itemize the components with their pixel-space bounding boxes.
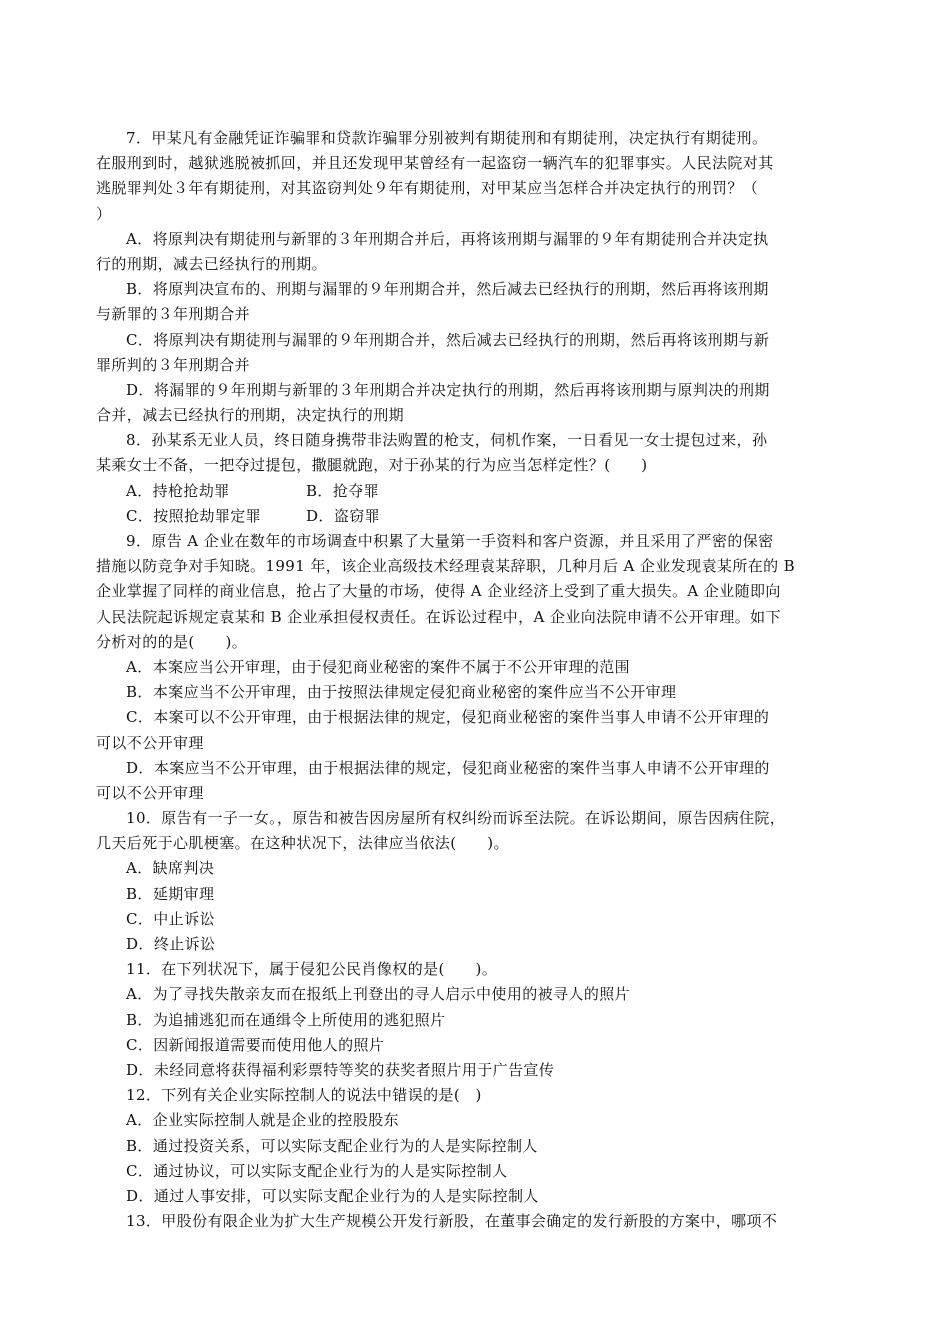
question-7-option-d: D．将漏罪的９年刑期与新罪的３年刑期合并决定执行的刑期，然后再将该刑期与原判决的刑期	[126, 380, 770, 399]
question-13	[96, 1209, 836, 1234]
question-10	[96, 806, 836, 957]
question-7-stem-line: 在服刑到时，越狱逃脱被抓回，并且还发现甲某曾经有一起盗窃一辆汽车的犯罪事实。人民法院对其	[96, 154, 774, 173]
question-12-option-c: C．通过协议，可以实际支配企业行为的人是实际控制人	[126, 1161, 508, 1180]
question-9-option-b: B．本案应当不公开审理，由于按照法律规定侵犯商业秘密的案件应当不公开审理	[126, 683, 677, 702]
question-8-stem-line: 某乘女士不备，一把夺过提包，撒腿就跑，对于孙某的行为应当怎样定性？( )	[96, 456, 648, 475]
question-7-stem-line: 逃脱罪判处３年有期徒刑，对其盗窃判处９年有期徒刑，对甲某应当怎样合并决定执行的刑罚？（	[96, 179, 759, 198]
question-10-option-c: C．中止诉讼	[126, 909, 215, 928]
question-13-stem: 13．甲股份有限企业为扩大生产规模公开发行新股，在董事会确定的发行新股的方案中，哪项不	[126, 1212, 778, 1231]
question-11-option-a: A．为了寻找失散亲友而在报纸上刊登出的寻人启示中使用的被寻人的照片	[126, 985, 631, 1004]
question-8-options-row	[96, 504, 836, 529]
question-9-option-d: D．本案应当不公开审理，由于根据法律的规定，侵犯商业秘密的案件当事人申请不公开审理的	[126, 758, 770, 777]
question-9-option-d-cont: 可以不公开审理	[96, 783, 204, 802]
question-12	[96, 1083, 836, 1209]
question-12-option-d: D．通过人事安排，可以实际支配企业行为的人是实际控制人	[126, 1186, 539, 1205]
question-9-stem-line: 措施以防竞争对手知晓。1991 年，该企业高级技术经理袁某辞职，几种月后 A 企业发现袁某所在的 B	[96, 557, 796, 576]
question-8-option-a: A．持枪抢劫罪	[126, 481, 230, 500]
question-7-option-b: B．将原判决宣布的、刑期与漏罪的９年刑期合并，然后减去已经执行的刑期，然后再将该刑期	[126, 280, 769, 299]
question-9	[96, 529, 836, 806]
question-7-option-b-cont: 与新罪的３年刑期合并	[96, 305, 251, 324]
question-7-option-d-cont: 合并，减去已经执行的刑期，决定执行的刑期	[96, 406, 405, 425]
question-9-stem-line: 9．原告 A 企业在数年的市场调查中积累了大量第一手资料和客户资源，并且采用了严密的保密	[126, 532, 774, 550]
question-11-option-b: B．为追捕逃犯而在通缉令上所使用的逃犯照片	[126, 1010, 446, 1029]
question-7-option-a-cont: 行的刑期，减去已经执行的刑期。	[96, 254, 328, 273]
question-8	[96, 428, 836, 529]
question-9-option-a: A．本案应当公开审理，由于侵犯商业秘密的案件不属于不公开审理的范围	[126, 657, 631, 676]
question-12-option-b: B．通过投资关系，可以实际支配企业行为的人是实际控制人	[126, 1136, 538, 1155]
question-9-stem-line: 人民法院起诉规定袁某和 B 企业承担侵权责任。在诉讼过程中，A 企业向法院申请不公开审理。如下	[96, 607, 781, 626]
question-9-stem-line: 分析对的的是( )。	[96, 632, 248, 651]
question-8-option-b: B．抢夺罪	[306, 481, 380, 500]
question-10-option-d: D．终止诉讼	[126, 935, 216, 953]
question-7-option-c: C．将原判决有期徒刑与漏罪的９年刑期合并，然后减去已经执行的刑期，然后再将该刑期与新	[126, 330, 770, 349]
question-9-option-c-cont: 可以不公开审理	[96, 733, 204, 752]
question-8-options-row	[96, 479, 836, 504]
question-10-stem-line: 几天后死于心肌梗塞。在这种状况下，法律应当依法( )。	[96, 834, 509, 853]
question-9-option-c: C．本案可以不公开审理，由于根据法律的规定，侵犯商业秘密的案件当事人申请不公开审理的	[126, 708, 770, 727]
question-7-option-a: A．将原判决有期徒刑与新罪的３年刑期合并后，再将该刑期与漏罪的９年有期徒刑合并决定执	[126, 229, 769, 248]
question-11	[96, 957, 836, 1083]
question-8-option-d: D．盗窃罪	[306, 506, 381, 525]
exam-questions	[96, 126, 836, 1234]
question-8-option-c: C．按照抢劫罪定罪	[126, 506, 262, 525]
question-11-option-d: D．未经同意将获得福利彩票特等奖的获奖者照片用于广告宣传	[126, 1060, 555, 1079]
question-7-stem-line: ）	[96, 204, 112, 223]
question-8-stem-line: 8．孙某系无业人员，终日随身携带非法购置的枪支，伺机作案，一日看见一女士提包过来，孙	[126, 431, 768, 450]
question-12-stem: 12．下列有关企业实际控制人的说法中错误的是( )	[126, 1086, 482, 1105]
question-7-option-c-cont: 罪所判的３年刑期合并	[96, 355, 251, 374]
question-12-option-a: A．企业实际控制人就是企业的控股股东	[126, 1111, 400, 1130]
question-11-stem: 11．在下列状况下，属于侵犯公民肖像权的是( )。	[126, 960, 498, 979]
question-9-stem-line: 企业掌握了同样的商业信息，抢占了大量的市场，使得 A 企业经济上受到了重大损失。A 企业随即向	[96, 582, 781, 601]
question-10-option-a: A．缺席判决	[126, 859, 215, 878]
question-10-stem-line: 10．原告有一子一女。，原告和被告因房屋所有权纠纷而诉至法院。在诉讼期间，原告因病住院，	[126, 809, 786, 828]
question-7-stem-line: 7．甲某凡有金融凭证诈骗罪和贷款诈骗罪分别被判有期徒刑和有期徒刑，决定执行有期徒刑。	[126, 129, 768, 147]
question-7	[96, 126, 836, 428]
question-10-option-b: B．延期审理	[126, 884, 215, 903]
question-11-option-c: C．因新闻报道需要而使用他人的照片	[126, 1035, 385, 1054]
